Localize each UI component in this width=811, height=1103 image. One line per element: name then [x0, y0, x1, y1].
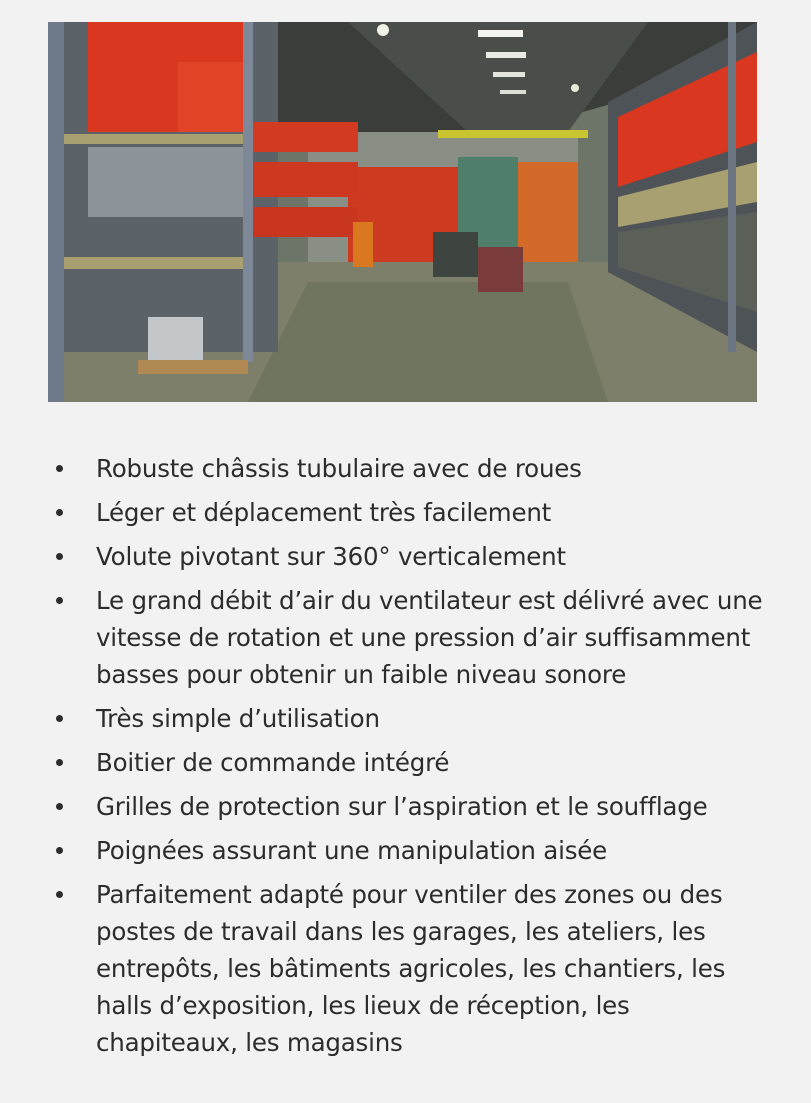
bullet-icon: [56, 759, 63, 766]
bullet-icon: [56, 553, 63, 560]
bullet-icon: [56, 465, 63, 472]
warehouse-photo: [48, 22, 757, 402]
feature-item: [56, 582, 776, 693]
bullet-icon: [56, 891, 63, 898]
feature-item: [56, 494, 776, 531]
feature-text: Léger et déplacement très facilement: [96, 498, 552, 527]
feature-text: Boitier de commande intégré: [96, 748, 450, 777]
feature-text: Le grand débit d’air du ventilateur est délivré avec une vitesse de rotation et une pression d’air suffisamment basses pour obtenir un faible niveau sonore: [96, 586, 763, 689]
feature-text: Très simple d’utilisation: [96, 704, 380, 733]
feature-text: Poignées assurant une manipulation aisée: [96, 836, 608, 865]
bullet-icon: [56, 597, 63, 604]
bullet-icon: [56, 803, 63, 810]
feature-item: [56, 450, 776, 487]
feature-text: Robuste châssis tubulaire avec de roues: [96, 454, 582, 483]
feature-text: Parfaitement adapté pour ventiler des zones ou des postes de travail dans les garages, les ateliers, les entrepôts, les bâtiments agricoles, les chantiers, les halls d’exposition, les lieux de réception, les chapiteaux, les magasins: [96, 880, 726, 1057]
bullet-icon: [56, 715, 63, 722]
feature-item: [56, 876, 776, 1061]
feature-text: Grilles de protection sur l’aspiration et le soufflage: [96, 792, 708, 821]
bullet-icon: [56, 847, 63, 854]
feature-item: [56, 832, 776, 869]
feature-text: Volute pivotant sur 360° verticalement: [96, 542, 566, 571]
feature-item: [56, 538, 776, 575]
feature-item: [56, 788, 776, 825]
feature-item: [56, 744, 776, 781]
feature-item: [56, 700, 776, 737]
feature-list: [56, 450, 776, 1068]
bullet-icon: [56, 509, 63, 516]
